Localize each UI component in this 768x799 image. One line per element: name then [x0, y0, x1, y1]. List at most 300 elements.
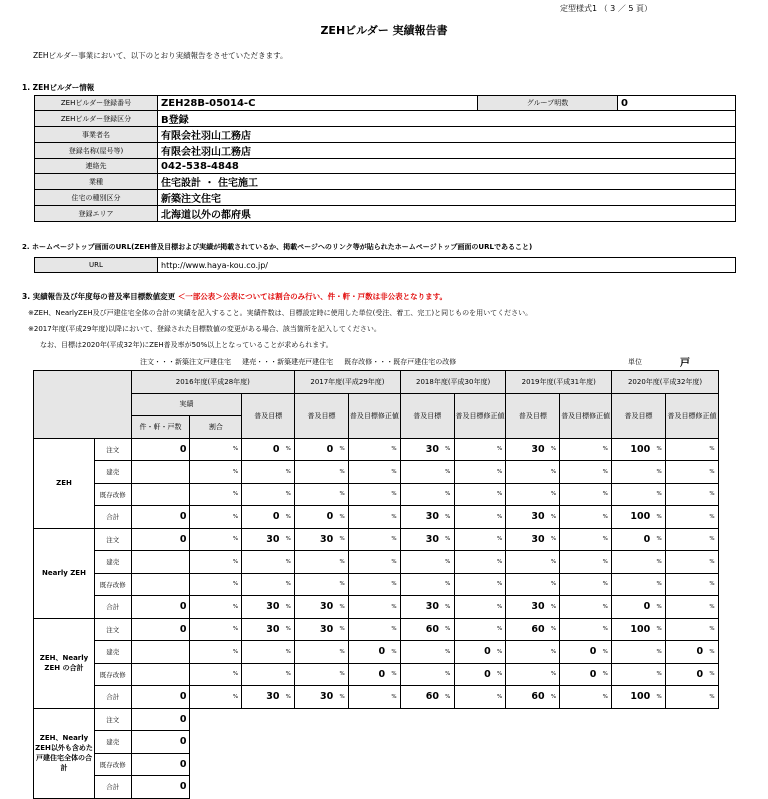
- revised-value: 0: [665, 641, 706, 664]
- percent-sign: %: [230, 551, 242, 574]
- target-value: [506, 573, 548, 596]
- target-value: 30: [506, 438, 548, 461]
- revised-value: [560, 528, 600, 551]
- unit-value: 戸: [680, 358, 690, 369]
- target-value: [400, 573, 442, 596]
- percent-sign: %: [548, 663, 560, 686]
- section1-heading: 1. ZEHビルダー情報: [22, 83, 95, 92]
- percent-sign: %: [336, 596, 348, 619]
- percent-sign: %: [230, 573, 242, 596]
- row-label: 既存改修: [94, 573, 131, 596]
- target-header: 普及目標: [612, 393, 666, 438]
- count-value: [131, 573, 190, 596]
- house-type-label: 住宅の種別区分: [35, 190, 158, 206]
- empty-cell: [665, 753, 706, 776]
- percent-sign: %: [336, 506, 348, 529]
- percent-sign: %: [336, 461, 348, 484]
- percent-sign: %: [494, 641, 506, 664]
- percent-sign: %: [548, 551, 560, 574]
- table-row: [34, 573, 719, 596]
- target-value: 30: [506, 528, 548, 551]
- percent-sign: %: [230, 506, 242, 529]
- percent-sign: %: [442, 573, 454, 596]
- contact-value: 042-538-4848: [158, 159, 736, 174]
- percent-sign: %: [336, 618, 348, 641]
- target-value: [295, 461, 337, 484]
- note-2: ※2017年度(平成29年度)以降において、登録された目標数値の変更がある場合、該当箇所を記入してください。: [28, 325, 381, 333]
- percent-sign: %: [336, 573, 348, 596]
- empty-cell: [442, 731, 454, 754]
- empty-cell: [190, 708, 230, 731]
- percent-sign: %: [653, 686, 665, 709]
- percent-sign: %: [388, 483, 400, 506]
- section2-heading: 2. ホームページトップ画面のURL(ZEH普及目標および実績が掲載されているか、掲載ページへのリンク等が貼られたホームページトップ画面のURLであること): [22, 243, 533, 251]
- target-value: [400, 551, 442, 574]
- empty-cell: [388, 731, 400, 754]
- revised-target-header: 普及目標修正値: [454, 393, 506, 438]
- count-header: 件・軒・戸数: [131, 416, 190, 439]
- table-row: [34, 506, 719, 529]
- empty-cell: [190, 753, 230, 776]
- row-label: 注文: [94, 708, 131, 731]
- percent-sign: %: [282, 438, 294, 461]
- percent-sign: %: [442, 551, 454, 574]
- percent-sign: %: [388, 686, 400, 709]
- empty-cell: [230, 753, 242, 776]
- percent-sign: %: [548, 596, 560, 619]
- percent-sign: %: [599, 483, 611, 506]
- revised-value: [665, 483, 706, 506]
- target-value: [242, 461, 283, 484]
- target-value: 30: [506, 596, 548, 619]
- revised-value: [665, 618, 706, 641]
- row-label: 建売: [94, 731, 131, 754]
- count-value: 0: [131, 776, 190, 799]
- empty-cell: [454, 776, 494, 799]
- empty-cell: [454, 753, 494, 776]
- empty-cell: [612, 708, 654, 731]
- registration-no-label: ZEHビルダー登録番号: [35, 96, 158, 111]
- empty-cell: [494, 731, 506, 754]
- percent-sign: %: [548, 461, 560, 484]
- company-label: 事業者名: [35, 127, 158, 143]
- target-value: [612, 663, 654, 686]
- empty-cell: [348, 708, 388, 731]
- percent-sign: %: [388, 618, 400, 641]
- percent-sign: %: [230, 438, 242, 461]
- empty-cell: [612, 731, 654, 754]
- percent-sign: %: [388, 596, 400, 619]
- revised-value: [560, 461, 600, 484]
- year-header: 2020年度(平成32年度): [612, 371, 719, 394]
- ratio-header: 割合: [190, 416, 242, 439]
- target-value: [506, 663, 548, 686]
- empty-cell: [494, 708, 506, 731]
- percent-sign: %: [494, 528, 506, 551]
- percent-sign: %: [653, 663, 665, 686]
- percent-sign: %: [653, 506, 665, 529]
- target-value: [295, 551, 337, 574]
- empty-cell: [388, 708, 400, 731]
- target-value: [506, 461, 548, 484]
- empty-cell: [612, 776, 654, 799]
- percent-sign: %: [548, 528, 560, 551]
- percent-sign: %: [336, 438, 348, 461]
- revised-value: [665, 551, 706, 574]
- percent-sign: %: [599, 438, 611, 461]
- target-value: [506, 483, 548, 506]
- empty-cell: [348, 731, 388, 754]
- percent-sign: %: [494, 596, 506, 619]
- ratio-value: [190, 483, 230, 506]
- target-value: [400, 461, 442, 484]
- builder-info-table: [34, 95, 736, 222]
- revised-target-header: 普及目標修正値: [348, 393, 400, 438]
- target-value: [242, 573, 283, 596]
- count-value: 0: [131, 438, 190, 461]
- target-value: [295, 641, 337, 664]
- revised-value: [348, 551, 388, 574]
- revised-value: [348, 686, 388, 709]
- percent-sign: %: [494, 686, 506, 709]
- table-row: [34, 753, 719, 776]
- target-value: 0: [612, 528, 654, 551]
- count-value: [131, 483, 190, 506]
- percent-sign: %: [548, 641, 560, 664]
- target-value: 0: [612, 596, 654, 619]
- percent-sign: %: [442, 686, 454, 709]
- empty-cell: [282, 776, 294, 799]
- revised-value: 0: [560, 641, 600, 664]
- revised-value: [665, 528, 706, 551]
- percent-sign: %: [548, 438, 560, 461]
- revised-value: [348, 573, 388, 596]
- percent-sign: %: [442, 618, 454, 641]
- empty-cell: [442, 708, 454, 731]
- count-value: 0: [131, 528, 190, 551]
- target-value: 30: [506, 506, 548, 529]
- row-label: 合計: [94, 686, 131, 709]
- url-table: [34, 257, 736, 273]
- percent-sign: %: [282, 461, 294, 484]
- empty-cell: [560, 753, 600, 776]
- percent-sign: %: [548, 483, 560, 506]
- percent-sign: %: [336, 663, 348, 686]
- empty-cell: [388, 753, 400, 776]
- target-header: 普及目標: [242, 393, 295, 438]
- percent-sign: %: [282, 618, 294, 641]
- target-value: [295, 483, 337, 506]
- revised-value: [560, 438, 600, 461]
- percent-sign: %: [282, 483, 294, 506]
- revised-value: [348, 596, 388, 619]
- percent-sign: %: [706, 663, 718, 686]
- empty-cell: [295, 753, 337, 776]
- revised-value: [454, 506, 494, 529]
- row-label: 合計: [94, 506, 131, 529]
- count-value: 0: [131, 753, 190, 776]
- revised-value: 0: [560, 663, 600, 686]
- empty-cell: [336, 753, 348, 776]
- percent-sign: %: [706, 483, 718, 506]
- empty-cell: [706, 708, 718, 731]
- empty-cell: [400, 776, 442, 799]
- percent-sign: %: [653, 641, 665, 664]
- percent-sign: %: [388, 573, 400, 596]
- percent-sign: %: [336, 483, 348, 506]
- empty-cell: [506, 731, 548, 754]
- revised-value: [348, 618, 388, 641]
- revised-value: 0: [348, 663, 388, 686]
- target-value: [506, 641, 548, 664]
- count-value: [131, 461, 190, 484]
- percent-sign: %: [706, 551, 718, 574]
- empty-cell: [230, 731, 242, 754]
- target-value: [400, 483, 442, 506]
- target-value: [612, 461, 654, 484]
- percent-sign: %: [494, 438, 506, 461]
- empty-cell: [336, 776, 348, 799]
- revised-value: [560, 618, 600, 641]
- unit-label: 単位: [628, 358, 642, 366]
- percent-sign: %: [599, 461, 611, 484]
- url-link[interactable]: http://www.haya-kou.co.jp/: [158, 258, 736, 273]
- empty-cell: [230, 708, 242, 731]
- ratio-value: [190, 551, 230, 574]
- revised-value: [348, 528, 388, 551]
- revised-value: 0: [665, 663, 706, 686]
- empty-cell: [190, 776, 230, 799]
- target-value: 30: [295, 528, 337, 551]
- target-header: 普及目標: [506, 393, 560, 438]
- group-label: ZEH、Nearly ZEH の合計: [34, 618, 95, 708]
- row-label: 既存改修: [94, 663, 131, 686]
- percent-sign: %: [230, 641, 242, 664]
- percent-sign: %: [388, 551, 400, 574]
- percent-sign: %: [548, 506, 560, 529]
- percent-sign: %: [494, 573, 506, 596]
- empty-cell: [400, 708, 442, 731]
- revised-value: [348, 506, 388, 529]
- percent-sign: %: [230, 618, 242, 641]
- target-value: 30: [242, 596, 283, 619]
- note-1: ※ZEH、NearlyZEH及び戸建住宅全体の合計の実績を記入すること。実績件数は、目標設定時に使用した単位(受注、着工、完工)と同じものを用いてください。: [28, 309, 533, 317]
- ratio-value: [190, 663, 230, 686]
- percent-sign: %: [653, 483, 665, 506]
- target-value: 100: [612, 506, 654, 529]
- company-value: 有限会社羽山工務店: [158, 127, 736, 143]
- ratio-value: [190, 461, 230, 484]
- empty-cell: [242, 776, 283, 799]
- target-value: 0: [295, 506, 337, 529]
- count-value: 0: [131, 731, 190, 754]
- percent-sign: %: [442, 528, 454, 551]
- revised-target-header: 普及目標修正値: [665, 393, 718, 438]
- table-row: [34, 438, 719, 461]
- ratio-value: [190, 618, 230, 641]
- contact-label: 連絡先: [35, 159, 158, 174]
- table-row: [34, 663, 719, 686]
- empty-cell: [548, 753, 560, 776]
- percent-sign: %: [442, 641, 454, 664]
- category-value: B登録: [158, 111, 736, 127]
- row-label: 注文: [94, 528, 131, 551]
- percent-sign: %: [494, 506, 506, 529]
- empty-cell: [506, 753, 548, 776]
- empty-cell: [400, 731, 442, 754]
- empty-cell: [336, 708, 348, 731]
- percent-sign: %: [388, 663, 400, 686]
- empty-cell: [242, 708, 283, 731]
- empty-cell: [665, 731, 706, 754]
- empty-cell: [506, 708, 548, 731]
- target-value: [242, 663, 283, 686]
- percent-sign: %: [282, 551, 294, 574]
- target-value: [612, 551, 654, 574]
- section3-heading: 3. 実績報告及び年度毎の普及率目標数値変更: [22, 292, 176, 301]
- target-value: 30: [400, 506, 442, 529]
- percent-sign: %: [494, 663, 506, 686]
- revised-value: [560, 686, 600, 709]
- empty-cell: [336, 731, 348, 754]
- table-row: [34, 641, 719, 664]
- table-row: [34, 528, 719, 551]
- percent-sign: %: [282, 596, 294, 619]
- ratio-value: [190, 528, 230, 551]
- revised-value: [454, 596, 494, 619]
- group-label: グループ明数: [478, 96, 618, 111]
- count-value: [131, 551, 190, 574]
- disclosure-note: ＜一部公表＞公表については割合のみ行い、件・軒・戸数は非公表となります。: [177, 292, 448, 301]
- revised-value: 0: [454, 641, 494, 664]
- empty-cell: [653, 776, 665, 799]
- area-value: 北海道以外の都府県: [158, 206, 736, 222]
- target-value: 30: [400, 528, 442, 551]
- target-value: [612, 573, 654, 596]
- target-value: 30: [400, 596, 442, 619]
- table-row: [34, 596, 719, 619]
- revised-value: [454, 618, 494, 641]
- revised-value: [560, 573, 600, 596]
- target-value: 0: [295, 438, 337, 461]
- percent-sign: %: [706, 438, 718, 461]
- target-value: 0: [242, 438, 283, 461]
- reg-name-label: 登録名称(屋号等): [35, 143, 158, 159]
- target-value: 30: [295, 618, 337, 641]
- percent-sign: %: [706, 596, 718, 619]
- ratio-value: [190, 506, 230, 529]
- ratio-value: [190, 438, 230, 461]
- empty-cell: [494, 776, 506, 799]
- empty-cell: [282, 753, 294, 776]
- target-header: 普及目標: [295, 393, 349, 438]
- percent-sign: %: [282, 663, 294, 686]
- percent-sign: %: [599, 506, 611, 529]
- percent-sign: %: [706, 686, 718, 709]
- percent-sign: %: [388, 506, 400, 529]
- target-header: 普及目標: [400, 393, 454, 438]
- percent-sign: %: [706, 573, 718, 596]
- target-value: 100: [612, 686, 654, 709]
- percent-sign: %: [599, 641, 611, 664]
- row-label: 建売: [94, 461, 131, 484]
- empty-cell: [560, 776, 600, 799]
- percent-sign: %: [336, 686, 348, 709]
- row-label: 注文: [94, 438, 131, 461]
- target-value: 30: [242, 686, 283, 709]
- empty-cell: [599, 753, 611, 776]
- table-row: [34, 461, 719, 484]
- percent-sign: %: [230, 686, 242, 709]
- percent-sign: %: [388, 528, 400, 551]
- table-row: [34, 731, 719, 754]
- group-label: Nearly ZEH: [34, 528, 95, 618]
- percent-sign: %: [336, 551, 348, 574]
- empty-cell: [612, 753, 654, 776]
- business-value: 住宅設計 ・ 住宅施工: [158, 174, 736, 190]
- reg-name-value: 有限会社羽山工務店: [158, 143, 736, 159]
- percent-sign: %: [442, 483, 454, 506]
- percent-sign: %: [494, 618, 506, 641]
- percent-sign: %: [230, 663, 242, 686]
- percent-sign: %: [599, 686, 611, 709]
- percent-sign: %: [653, 573, 665, 596]
- target-value: 100: [612, 618, 654, 641]
- percent-sign: %: [282, 641, 294, 664]
- empty-cell: [506, 776, 548, 799]
- percent-sign: %: [599, 663, 611, 686]
- percent-sign: %: [494, 483, 506, 506]
- empty-cell: [282, 731, 294, 754]
- empty-cell: [295, 708, 337, 731]
- row-label: 合計: [94, 776, 131, 799]
- percent-sign: %: [653, 461, 665, 484]
- target-value: [506, 551, 548, 574]
- percent-sign: %: [599, 528, 611, 551]
- empty-cell: [706, 776, 718, 799]
- section3-heading-line: [22, 291, 447, 302]
- group-value: 0: [618, 96, 736, 111]
- percent-sign: %: [653, 438, 665, 461]
- percent-sign: %: [653, 596, 665, 619]
- revised-value: [454, 438, 494, 461]
- revised-value: [560, 483, 600, 506]
- empty-cell: [653, 731, 665, 754]
- results-table: [33, 370, 719, 799]
- business-label: 業種: [35, 174, 158, 190]
- row-label: 合計: [94, 596, 131, 619]
- revised-value: [560, 551, 600, 574]
- target-value: 30: [295, 596, 337, 619]
- empty-cell: [599, 731, 611, 754]
- empty-cell: [706, 753, 718, 776]
- table-row: [34, 708, 719, 731]
- note-3: なお、目標は2020年(平成32年)にZEH普及率が50%以上となっていることが求められます。: [40, 341, 333, 349]
- target-value: 60: [400, 618, 442, 641]
- empty-cell: [653, 753, 665, 776]
- intro-text: ZEHビルダー事業において、以下のとおり実績報告をさせていただきます。: [33, 51, 288, 60]
- group-label: ZEH: [34, 438, 95, 528]
- count-value: [131, 641, 190, 664]
- registration-no-value: ZEH28B-05014-C: [158, 96, 478, 111]
- count-value: [131, 663, 190, 686]
- table-row: [34, 686, 719, 709]
- revised-value: [454, 528, 494, 551]
- target-value: [295, 573, 337, 596]
- percent-sign: %: [388, 641, 400, 664]
- target-value: [400, 663, 442, 686]
- percent-sign: %: [653, 528, 665, 551]
